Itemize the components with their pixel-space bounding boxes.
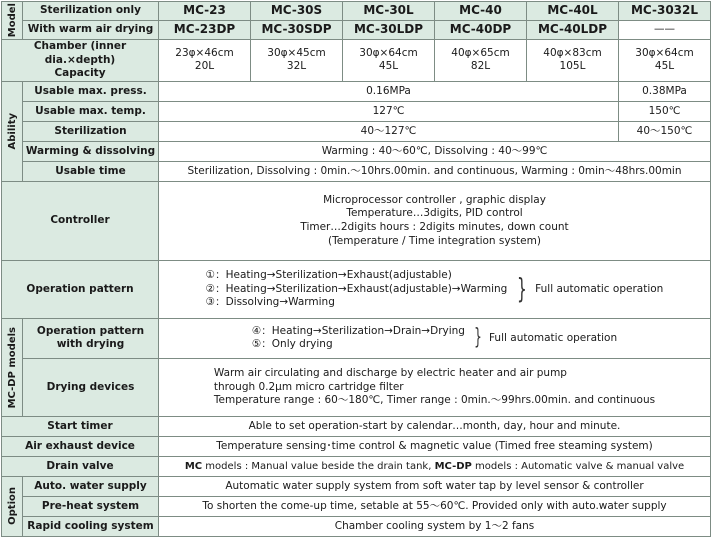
ability-side-label: Ability	[2, 81, 23, 181]
air-exhaust-label: Air exhaust device	[2, 436, 159, 456]
usable-time-row	[2, 161, 711, 181]
sterilization-value: 40～127℃	[159, 121, 619, 141]
operation-label: Operation pattern	[2, 260, 159, 318]
operation-value: ①：Heating→Sterilization→Exhaust(adjustable) ②：Heating→Sterilization→Exhaust(adjustable)→Warming ③：Dissolving→Warming } Full automatic operation	[159, 260, 711, 318]
model-row-sterilization	[2, 2, 711, 21]
operation-row	[2, 260, 711, 318]
dp-model-name: MC-23DP	[159, 21, 251, 40]
usable-time-label: Usable time	[23, 161, 159, 181]
water-supply-value: Automatic water supply system from soft water tap by level sensor & controller	[159, 476, 711, 496]
drying-operation-row	[2, 318, 711, 358]
drying-operation-label: Operation pattern with drying	[23, 318, 159, 358]
start-timer-value: Able to set operation-start by calendar…month, day, hour and minute.	[159, 416, 711, 436]
temp-row	[2, 101, 711, 121]
mcdp-side-label: MC-DP models	[2, 318, 23, 416]
dp-model-name: MC-30LDP	[343, 21, 435, 40]
chamber-cell: 40φ×65cm 82L	[435, 40, 527, 82]
pressure-row	[2, 81, 711, 101]
controller-value: Microprocessor controller , graphic display Temperature…3digits, PID control Timer…2digits hours : 2digits minutes, down count (Temperature / Time integration system)	[159, 181, 711, 260]
warming-value: Warming : 40～60℃, Dissolving : 40～99℃	[159, 141, 711, 161]
chamber-row	[2, 40, 711, 82]
model-row-drying	[2, 21, 711, 40]
water-supply-row	[2, 476, 711, 496]
brace-icon: }	[517, 272, 528, 306]
pressure-value-3032: 0.38MPa	[619, 81, 711, 101]
air-exhaust-row	[2, 436, 711, 456]
model-name: MC-30S	[251, 2, 343, 21]
temp-label: Usable max. temp.	[23, 101, 159, 121]
with-drying-header: With warm air drying	[23, 21, 159, 40]
drying-devices-label: Drying devices	[23, 358, 159, 416]
chamber-header: Chamber (inner dia.×depth) Capacity	[2, 40, 159, 82]
drain-valve-row	[2, 456, 711, 476]
cooling-label: Rapid cooling system	[23, 516, 159, 536]
drying-operation-value: ④：Heating→Sterilization→Drain→Drying ⑤：Only drying } Full automatic operation	[159, 318, 711, 358]
cooling-value: Chamber cooling system by 1～2 fans	[159, 516, 711, 536]
dp-model-name: MC-40DP	[435, 21, 527, 40]
drain-valve-label: Drain valve	[2, 456, 159, 476]
warming-row	[2, 141, 711, 161]
chamber-cell: 30φ×64cm 45L	[619, 40, 711, 82]
option-side-label: Option	[2, 476, 23, 536]
temp-value: 127℃	[159, 101, 619, 121]
model-name: MC-40	[435, 2, 527, 21]
controller-row	[2, 181, 711, 260]
chamber-cell: 40φ×83cm 105L	[527, 40, 619, 82]
drain-valve-value: MC models : Manual value beside the drain tank, MC-DP models : Automatic valve & manual valve	[159, 456, 711, 476]
dp-model-name: MC-40LDP	[527, 21, 619, 40]
drying-devices-value: Warm air circulating and discharge by electric heater and air pump through 0.2μm micro cartridge filter Temperature range : 60～180℃, Timer range : 0min.～99hrs.00min. and continuous	[159, 358, 711, 416]
model-name: MC-30L	[343, 2, 435, 21]
start-timer-label: Start timer	[2, 416, 159, 436]
model-side-label: Model	[2, 2, 23, 40]
preheat-label: Pre-heat system	[23, 496, 159, 516]
air-exhaust-value: Temperature sensing･time control & magnetic value (Timed free steaming system)	[159, 436, 711, 456]
sterilization-value-3032: 40～150℃	[619, 121, 711, 141]
pressure-label: Usable max. press.	[23, 81, 159, 101]
controller-label: Controller	[2, 181, 159, 260]
dp-model-name: MC-30SDP	[251, 21, 343, 40]
usable-time-value: Sterilization, Dissolving : 0min.～10hrs.00min. and continuous, Warming : 0min～48hrs.00min	[159, 161, 711, 181]
brace-icon: }	[474, 325, 482, 351]
chamber-cell: 23φ×46cm 20L	[159, 40, 251, 82]
pressure-value: 0.16MPa	[159, 81, 619, 101]
preheat-value: To shorten the come-up time, setable at 55～60℃. Provided only with auto.water supply	[159, 496, 711, 516]
sterilization-only-header: Sterilization only	[23, 2, 159, 21]
preheat-row	[2, 496, 711, 516]
chamber-cell: 30φ×64cm 45L	[343, 40, 435, 82]
dp-model-name: ——	[619, 21, 711, 40]
warming-label: Warming & dissolving	[23, 141, 159, 161]
cooling-row	[2, 516, 711, 536]
water-supply-label: Auto. water supply	[23, 476, 159, 496]
drying-devices-row	[2, 358, 711, 416]
model-name: MC-3032L	[619, 2, 711, 21]
start-timer-row	[2, 416, 711, 436]
sterilization-row	[2, 121, 711, 141]
model-name: MC-23	[159, 2, 251, 21]
chamber-cell: 30φ×45cm 32L	[251, 40, 343, 82]
model-name: MC-40L	[527, 2, 619, 21]
sterilization-label: Sterilization	[23, 121, 159, 141]
temp-value-3032: 150℃	[619, 101, 711, 121]
spec-table	[1, 1, 711, 537]
